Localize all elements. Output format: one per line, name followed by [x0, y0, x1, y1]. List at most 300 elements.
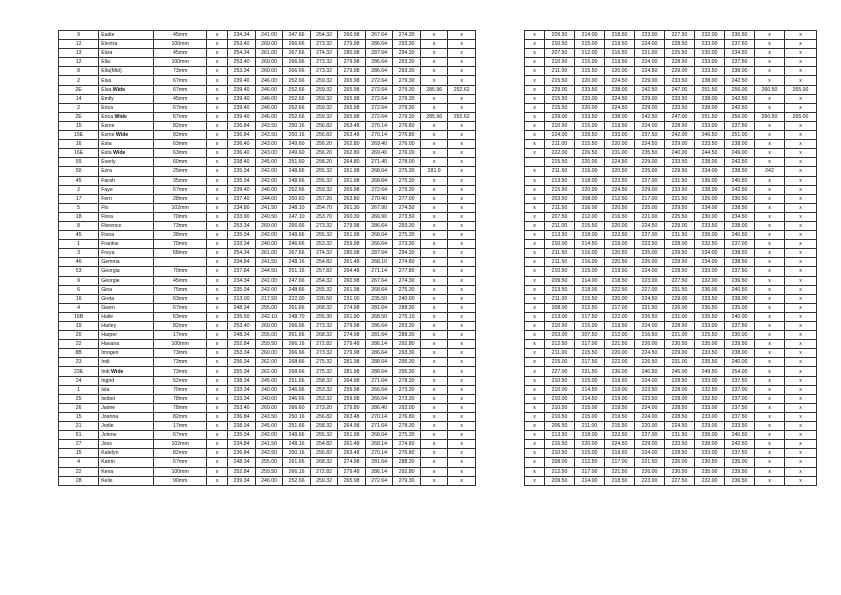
price-cell: 288.30: [393, 303, 421, 312]
price-cell: 268.14: [365, 440, 393, 449]
price-cell: 235.00: [695, 467, 725, 476]
price-cell: 246.00: [255, 94, 283, 103]
price-cell: x: [785, 167, 817, 176]
price-cell: x: [785, 376, 817, 385]
price-cell: x: [448, 349, 476, 358]
price-cell: 229.00: [635, 76, 665, 85]
price-cell: 279.80: [338, 403, 366, 412]
price-cell: 228.50: [665, 121, 695, 130]
price-cell: x: [755, 67, 785, 76]
model-number: 59: [59, 158, 99, 167]
price-cell: x: [420, 394, 448, 403]
price-cell: 285.96: [420, 85, 448, 94]
price-cell: x: [525, 258, 545, 267]
price-cell: 251.66: [283, 376, 311, 385]
table-row: [59, 449, 476, 458]
price-cell: x: [755, 340, 785, 349]
price-cell: 246.00: [255, 185, 283, 194]
price-cell: 274.80: [393, 258, 421, 267]
price-cell: 233.00: [695, 58, 725, 67]
price-cell: 266.66: [283, 67, 311, 76]
price-cell: 230.50: [725, 194, 755, 203]
price-cell: 239.50: [725, 467, 755, 476]
price-cell: 233.50: [665, 94, 695, 103]
size: 67mm: [154, 303, 207, 312]
price-cell: 274.32: [310, 49, 338, 58]
price-cell: x: [207, 176, 228, 185]
price-cell: 243.50: [255, 449, 283, 458]
model-number: 4: [59, 458, 99, 467]
model-name: Farah: [99, 176, 154, 185]
price-cell: 220.00: [575, 103, 605, 112]
price-table-left: [58, 30, 476, 486]
price-cell: 224.50: [605, 76, 635, 85]
price-cell: 208.00: [545, 303, 575, 312]
price-cell: 239.40: [228, 85, 256, 94]
price-cell: x: [420, 121, 448, 130]
price-cell: 273.32: [310, 67, 338, 76]
model-name: Fern: [99, 194, 154, 203]
price-cell: 236.50: [725, 476, 755, 485]
price-cell: x: [525, 422, 545, 431]
size: 67mm: [154, 103, 207, 112]
price-cell: 240.00: [255, 394, 283, 403]
price-cell: 227.00: [635, 285, 665, 294]
price-cell: x: [207, 121, 228, 130]
model-name-text: Erica: [101, 113, 114, 120]
price-cell: 246.00: [255, 112, 283, 121]
price-cell: 217.00: [605, 458, 635, 467]
price-cell: x: [207, 212, 228, 221]
table-row: [525, 440, 817, 449]
price-cell: 292.62: [448, 85, 476, 94]
price-cell: x: [420, 385, 448, 394]
price-cell: 276.80: [393, 131, 421, 140]
price-cell: 210.50: [545, 121, 575, 130]
price-cell: 286.14: [365, 340, 393, 349]
model-name: Flo: [99, 203, 154, 212]
price-cell: 235.50: [635, 149, 665, 158]
size: 17mm: [154, 422, 207, 431]
price-cell: 265.98: [338, 185, 366, 194]
price-cell: 233.00: [695, 449, 725, 458]
price-cell: x: [420, 149, 448, 158]
price-cell: 229.00: [665, 294, 695, 303]
price-cell: 240.00: [725, 312, 755, 321]
price-cell: 277.00: [393, 194, 421, 203]
price-cell: x: [448, 49, 476, 58]
price-cell: 248.34: [228, 331, 256, 340]
model-number: 15E: [59, 131, 99, 140]
price-cell: 268.64: [365, 231, 393, 240]
price-cell: 272.64: [365, 185, 393, 194]
price-cell: x: [525, 203, 545, 212]
price-cell: 228.00: [665, 385, 695, 394]
price-cell: 221.00: [665, 331, 695, 340]
price-cell: 266.66: [283, 58, 311, 67]
table-row: [525, 403, 817, 412]
price-cell: 259.98: [338, 394, 366, 403]
size: 52mm: [154, 376, 207, 385]
price-cell: x: [755, 121, 785, 130]
model-name: Isla: [99, 385, 154, 394]
price-cell: 266.64: [365, 385, 393, 394]
table-row: [525, 67, 817, 76]
price-cell: 214.50: [575, 240, 605, 249]
price-cell: 274.98: [338, 331, 366, 340]
price-cell: 279.30: [393, 76, 421, 85]
size: 63mm: [154, 149, 207, 158]
price-cell: 242.50: [725, 440, 755, 449]
size: 82mm: [154, 131, 207, 140]
price-cell: 227.00: [635, 431, 665, 440]
price-cell: 234.00: [695, 203, 725, 212]
table-row: [525, 431, 817, 440]
price-cell: 260.00: [255, 322, 283, 331]
price-cell: 233.50: [665, 158, 695, 167]
price-cell: x: [448, 412, 476, 421]
price-cell: x: [448, 240, 476, 249]
price-cell: 270.14: [365, 412, 393, 421]
price-cell: 266.66: [283, 322, 311, 331]
price-cell: 233.50: [665, 76, 695, 85]
price-cell: 241.50: [255, 203, 283, 212]
price-cell: 257.20: [310, 194, 338, 203]
price-cell: 248.16: [283, 258, 311, 267]
price-cell: x: [448, 431, 476, 440]
price-cell: 279.98: [338, 58, 366, 67]
table-row: [59, 121, 476, 130]
size: 60mm: [154, 158, 207, 167]
price-cell: 272.64: [365, 476, 393, 485]
price-cell: x: [785, 276, 817, 285]
price-cell: 264.48: [338, 267, 366, 276]
model-name: [99, 85, 154, 94]
price-cell: 240.50: [725, 285, 755, 294]
price-cell: 222.00: [545, 149, 575, 158]
price-cell: 260.00: [255, 221, 283, 230]
price-cell: 237.00: [725, 385, 755, 394]
price-cell: 273.32: [310, 40, 338, 49]
price-cell: x: [207, 349, 228, 358]
price-cell: 237.50: [635, 131, 665, 140]
price-cell: 295.30: [393, 367, 421, 376]
price-cell: x: [785, 385, 817, 394]
price-cell: 215.50: [605, 422, 635, 431]
price-cell: x: [420, 194, 448, 203]
price-cell: 236.40: [228, 140, 256, 149]
price-cell: 222.50: [605, 176, 635, 185]
price-cell: 263.80: [338, 194, 366, 203]
price-cell: x: [420, 176, 448, 185]
price-cell: 295.30: [393, 358, 421, 367]
price-cell: 293.30: [393, 349, 421, 358]
price-cell: 238.00: [695, 158, 725, 167]
price-cell: 240.00: [665, 149, 695, 158]
price-cell: 224.00: [635, 121, 665, 130]
price-cell: 232.00: [695, 31, 725, 40]
price-cell: x: [420, 40, 448, 49]
price-cell: x: [448, 221, 476, 230]
price-cell: 256.20: [310, 149, 338, 158]
price-cell: 224.00: [635, 449, 665, 458]
price-cell: 249.60: [283, 149, 311, 158]
price-cell: x: [448, 422, 476, 431]
wide-label: Wide: [114, 113, 127, 120]
price-cell: x: [525, 285, 545, 294]
price-cell: 223.50: [635, 385, 665, 394]
table-row: [525, 258, 817, 267]
price-cell: 229.00: [695, 422, 725, 431]
table-row: [525, 103, 817, 112]
size: 67mm: [154, 85, 207, 94]
price-cell: 255.32: [310, 431, 338, 440]
price-cell: 223.50: [635, 394, 665, 403]
price-cell: 266.66: [283, 221, 311, 230]
price-cell: x: [420, 340, 448, 349]
table-row: [525, 249, 817, 258]
price-cell: 270.14: [365, 449, 393, 458]
price-cell: 217.00: [605, 303, 635, 312]
price-cell: 242.00: [665, 131, 695, 140]
model-name: Isobel: [99, 394, 154, 403]
table-row: [525, 312, 817, 321]
price-cell: 229.50: [665, 203, 695, 212]
price-cell: 279.98: [338, 221, 366, 230]
price-cell: 206.50: [545, 422, 575, 431]
price-cell: 231.50: [665, 176, 695, 185]
price-cell: x: [525, 112, 545, 121]
price-cell: 267.66: [283, 49, 311, 58]
price-cell: 287.64: [365, 49, 393, 58]
price-cell: 266.60: [283, 403, 311, 412]
price-cell: 238.40: [228, 158, 256, 167]
price-cell: 227.00: [545, 367, 575, 376]
price-cell: 261.90: [338, 312, 366, 321]
price-cell: 224.00: [635, 267, 665, 276]
price-cell: 279.98: [338, 322, 366, 331]
table-row: [59, 467, 476, 476]
table-row: [525, 49, 817, 58]
price-cell: 207.50: [545, 49, 575, 58]
price-cell: 233.00: [695, 40, 725, 49]
table-row: [525, 349, 817, 358]
price-cell: 259.32: [310, 476, 338, 485]
price-cell: x: [207, 49, 228, 58]
price-cell: x: [448, 294, 476, 303]
price-cell: x: [755, 131, 785, 140]
price-cell: 273.30: [393, 385, 421, 394]
price-cell: 233.00: [695, 121, 725, 130]
price-cell: 273.32: [310, 322, 338, 331]
price-cell: 221.50: [665, 194, 695, 203]
wide-label: Wide: [112, 86, 126, 93]
price-cell: 264.98: [338, 422, 366, 431]
price-cell: x: [525, 403, 545, 412]
price-cell: 230.00: [695, 49, 725, 58]
price-cell: x: [785, 49, 817, 58]
size: 82mm: [154, 121, 207, 130]
size: 45mm: [154, 49, 207, 58]
price-cell: 221.50: [605, 467, 635, 476]
price-cell: x: [207, 203, 228, 212]
price-cell: 240.50: [725, 231, 755, 240]
price-cell: 238.00: [695, 94, 725, 103]
price-cell: 235.00: [725, 303, 755, 312]
price-cell: 249.00: [725, 149, 755, 158]
price-cell: 233.50: [665, 103, 695, 112]
price-cell: x: [207, 303, 228, 312]
model-name: Erica: [99, 103, 154, 112]
price-cell: x: [448, 440, 476, 449]
price-cell: 226.00: [665, 303, 695, 312]
price-cell: x: [525, 458, 545, 467]
price-cell: 279.30: [393, 476, 421, 485]
price-cell: x: [525, 131, 545, 140]
price-cell: 261.98: [338, 167, 366, 176]
price-cell: x: [448, 358, 476, 367]
price-cell: 212.50: [545, 467, 575, 476]
price-cell: 255.32: [310, 231, 338, 240]
price-cell: x: [448, 194, 476, 203]
size: 73mm: [154, 349, 207, 358]
price-cell: 245.00: [255, 376, 283, 385]
price-cell: 227.00: [635, 231, 665, 240]
size: 45mm: [154, 94, 207, 103]
price-cell: x: [448, 276, 476, 285]
price-cell: 215.00: [575, 449, 605, 458]
price-cell: 236.84: [228, 121, 256, 130]
price-cell: x: [448, 131, 476, 140]
price-cell: 229.00: [545, 112, 575, 121]
table-row: [525, 140, 817, 149]
table-row: [59, 258, 476, 267]
price-cell: x: [207, 131, 228, 140]
price-cell: 223.50: [635, 240, 665, 249]
price-cell: 262.80: [338, 149, 366, 158]
price-cell: 273.30: [393, 240, 421, 249]
price-cell: x: [525, 303, 545, 312]
price-cell: 228.50: [665, 322, 695, 331]
table-row: [525, 422, 817, 431]
price-cell: 288.30: [393, 458, 421, 467]
price-cell: 210.00: [545, 240, 575, 249]
price-cell: x: [448, 467, 476, 476]
price-cell: 220.00: [575, 440, 605, 449]
price-cell: 220.50: [605, 167, 635, 176]
price-cell: 243.00: [255, 140, 283, 149]
price-cell: x: [420, 449, 448, 458]
price-cell: 233.50: [575, 112, 605, 121]
price-cell: x: [448, 476, 476, 485]
model-number: 16: [59, 294, 99, 303]
price-cell: 263.48: [338, 449, 366, 458]
price-cell: 281.9: [420, 167, 448, 176]
price-cell: x: [207, 249, 228, 258]
price-cell: 224.50: [605, 94, 635, 103]
table-row: [525, 449, 817, 458]
price-cell: 248.16: [283, 440, 311, 449]
price-cell: 268.66: [283, 367, 311, 376]
price-cell: x: [207, 331, 228, 340]
table-row: [59, 140, 476, 149]
price-cell: 270.40: [365, 194, 393, 203]
price-cell: 260.50: [755, 85, 785, 94]
model-name: Katrin: [99, 458, 154, 467]
model-name: Freya: [99, 249, 154, 258]
price-cell: 224.50: [635, 294, 665, 303]
price-cell: 216.00: [575, 167, 605, 176]
price-cell: x: [785, 140, 817, 149]
price-cell: 268.64: [365, 176, 393, 185]
model-name: Jodie: [99, 422, 154, 431]
size: 70mm: [154, 267, 207, 276]
table-row: [59, 249, 476, 258]
price-cell: 230.00: [695, 212, 725, 221]
price-cell: x: [525, 331, 545, 340]
price-cell: x: [785, 440, 817, 449]
price-cell: x: [525, 49, 545, 58]
price-cell: x: [448, 31, 476, 40]
price-cell: 267.90: [365, 203, 393, 212]
price-cell: 217.50: [255, 294, 283, 303]
price-cell: x: [207, 322, 228, 331]
price-cell: 210.00: [545, 385, 575, 394]
price-cell: x: [755, 422, 785, 431]
table-row: [59, 385, 476, 394]
price-cell: x: [420, 367, 448, 376]
model-number: 15: [59, 449, 99, 458]
price-cell: 229.00: [665, 140, 695, 149]
price-cell: 255.30: [310, 312, 338, 321]
price-cell: x: [785, 294, 817, 303]
price-cell: 221.50: [635, 303, 665, 312]
price-cell: 219.50: [605, 267, 635, 276]
price-cell: 246.66: [283, 394, 311, 403]
price-cell: x: [785, 285, 817, 294]
model-number: 46: [59, 258, 99, 267]
price-cell: 263.48: [338, 412, 366, 421]
price-cell: x: [755, 385, 785, 394]
price-cell: 288.64: [365, 358, 393, 367]
price-cell: 235.34: [228, 176, 256, 185]
price-cell: 256.82: [310, 121, 338, 130]
price-cell: 259.98: [338, 385, 366, 394]
price-cell: 220.00: [605, 140, 635, 149]
price-cell: 292.80: [393, 467, 421, 476]
price-cell: 238.00: [695, 76, 725, 85]
table-row: [59, 285, 476, 294]
price-cell: 224.00: [635, 403, 665, 412]
model-number: 2: [59, 76, 99, 85]
table-row: [59, 476, 476, 485]
model-name-text: Esta: [101, 150, 112, 157]
price-cell: 246.66: [283, 385, 311, 394]
price-cell: 281.98: [338, 358, 366, 367]
table-row: [59, 440, 476, 449]
price-cell: 260.00: [255, 58, 283, 67]
price-cell: x: [755, 440, 785, 449]
price-cell: x: [420, 358, 448, 367]
model-name: [99, 112, 154, 121]
model-name: Florence: [99, 221, 154, 230]
price-cell: 246.00: [255, 76, 283, 85]
price-cell: 218.00: [575, 176, 605, 185]
price-cell: x: [525, 312, 545, 321]
price-cell: 256.00: [725, 85, 755, 94]
price-cell: x: [785, 103, 817, 112]
model-name: Esta: [99, 140, 154, 149]
